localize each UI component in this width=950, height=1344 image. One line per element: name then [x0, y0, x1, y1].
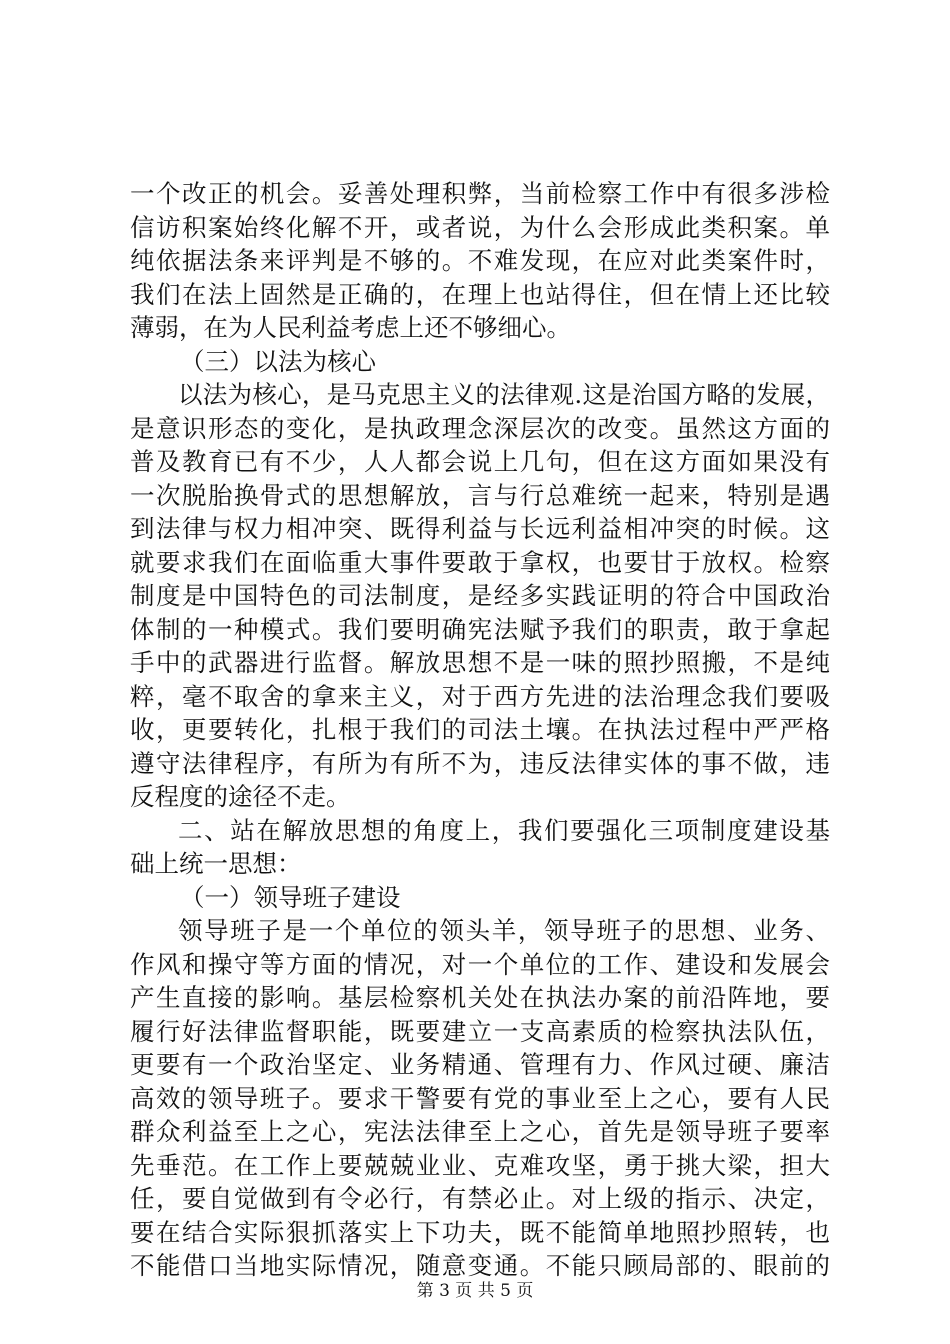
text-line: 高效的领导班子。要求干警要有党的事业至上之心，要有人民: [130, 1083, 830, 1113]
text-line: 到法律与权力相冲突、既得利益与长远利益相冲突的时候。这: [130, 514, 830, 543]
text-line: 是意识形态的变化，是执政理念深层次的改变。虽然这方面的: [130, 413, 830, 443]
section-heading: （一）领导班子建设: [180, 882, 401, 912]
text-line: 纯依据法条来评判是不够的。不难发现，在应对此类案件时，: [130, 246, 830, 275]
text-line: 体制的一种模式。我们要明确宪法赋予我们的职责，敢于拿起: [130, 614, 830, 644]
text-line: 薄弱，在为人民利益考虑上还不够细心。: [130, 313, 571, 342]
text-line: 制度是中国特色的司法制度，是经多实践证明的符合中国政治: [130, 581, 830, 610]
text-line: 础上统一思想：: [130, 849, 302, 878]
text-line: 作风和操守等方面的情况，对一个单位的工作、建设和发展会: [130, 949, 830, 979]
page-number-label: 第 3 页 共 5 页: [416, 1281, 534, 1301]
text-line: 就要求我们在面临重大事件要敢于拿权，也要甘于放权。检察: [130, 547, 830, 577]
page-footer: [0, 1276, 950, 1301]
text-line: 一次脱胎换骨式的思想解放，言与行总难统一起来，特别是遇: [130, 480, 830, 510]
document-body: [130, 177, 830, 1283]
section-heading: （三）以法为核心: [180, 346, 376, 376]
text-line: 以法为核心，是马克思主义的法律观.这是治国方略的发展，: [178, 380, 830, 409]
text-line: 履行好法律监督职能，既要建立一支高素质的检察执法队伍，: [130, 1016, 830, 1046]
text-line: 我们在法上固然是正确的，在理上也站得住，但在情上还比较: [130, 279, 830, 309]
text-line: 更要有一个政治坚定、业务精通、管理有力、作风过硬、廉洁: [130, 1050, 830, 1079]
text-line: 一个改正的机会。妥善处理积弊，当前检察工作中有很多涉检: [130, 179, 830, 208]
text-line: 产生直接的影响。基层检察机关处在执法办案的前沿阵地，要: [130, 983, 830, 1012]
text-line: 手中的武器进行监督。解放思想不是一味的照抄照搬，不是纯: [130, 648, 830, 677]
text-line: 二、站在解放思想的角度上，我们要强化三项制度建设基: [178, 815, 830, 845]
text-line: 粹，毫不取舍的拿来主义，对于西方先进的法治理念我们要吸: [130, 681, 830, 711]
text-line: 不能借口当地实际情况，随意变通。不能只顾局部的、眼前的: [130, 1251, 830, 1280]
text-line: 群众利益至上之心，宪法法律至上之心，首先是领导班子要率: [130, 1117, 830, 1146]
text-line: 任，要自觉做到有令必行，有禁必止。对上级的指示、决定，: [130, 1184, 830, 1213]
text-line: 先垂范。在工作上要兢兢业业、克难攻坚，勇于挑大梁，担大: [130, 1150, 830, 1180]
text-line: 收，更要转化，扎根于我们的司法土壤。在执法过程中严严格: [130, 715, 830, 744]
text-line: 领导班子是一个单位的领头羊，领导班子的思想、业务、: [178, 916, 830, 945]
text-line: 普及教育已有不少，人人都会说上几句，但在这方面如果没有: [130, 447, 830, 476]
text-line: 反程度的途径不走。: [130, 782, 351, 811]
text-line: 遵守法律程序，有所为有所不为，违反法律实体的事不做，违: [130, 748, 830, 778]
text-line: 信访积案始终化解不开，或者说，为什么会形成此类积案。单: [130, 212, 830, 242]
text-line: 要在结合实际狠抓落实上下功夫，既不能简单地照抄照转，也: [130, 1217, 830, 1247]
